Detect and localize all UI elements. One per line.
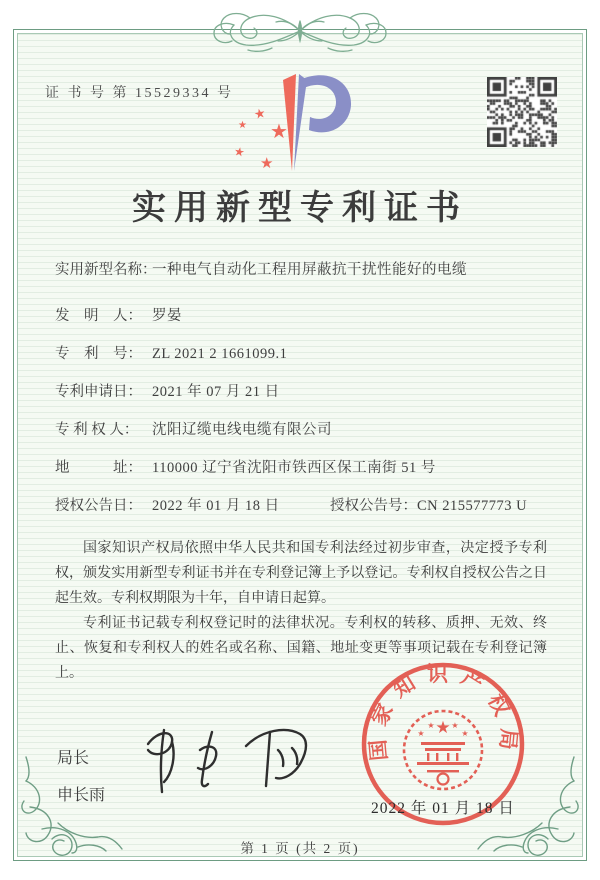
svg-text:★: ★	[260, 154, 274, 172]
field-label: 实用新型名称：	[55, 262, 157, 278]
svg-text:★: ★	[427, 721, 435, 730]
field-label: 发 明 人：	[55, 308, 142, 324]
seal-arc-text: 国家知识产权局	[364, 661, 522, 762]
officer-name: 申长雨	[57, 787, 106, 804]
legal-paragraph-1: 国家知识产权局依照中华人民共和国专利法经过初步审查，决定授予专利权，颁发实用新型专利证书并在专利登记簿上予以登记。专利权自授权公告之日起生效。专利权期限为十年，自申请日起算。	[55, 541, 547, 606]
field-label: 专 利 号：	[55, 346, 142, 362]
field-address	[55, 456, 436, 477]
field-label: 授权公告日：	[55, 498, 142, 514]
field-value: 2021 年 07 月 21 日	[152, 384, 280, 400]
field-patent-number	[55, 342, 287, 363]
qr-code-icon	[487, 77, 557, 147]
field-value: 罗晏	[152, 308, 182, 324]
field-label: 专 利 权 人：	[55, 422, 139, 438]
svg-text:★: ★	[461, 729, 469, 738]
field-patentee	[55, 418, 332, 439]
officer-title: 局长	[57, 750, 90, 767]
svg-text:★: ★	[417, 729, 425, 738]
field-value: 沈阳辽缆电线电缆有限公司	[152, 422, 332, 438]
field-label: 授权公告号：	[330, 498, 417, 514]
logo-p-bowl	[302, 75, 351, 132]
logo-stars	[233, 106, 288, 172]
field-value: 2022 年 01 月 18 日	[152, 498, 280, 514]
field-utility-model-name	[55, 258, 467, 279]
svg-text:★: ★	[232, 144, 246, 160]
page-footer: 第 1 页 (共 2 页)	[240, 841, 360, 856]
field-grant-number	[330, 494, 527, 515]
field-value: ZL 2021 2 1661099.1	[152, 346, 288, 362]
certificate-number: 证 书 号 第 15529334 号	[45, 86, 234, 101]
svg-text:★: ★	[238, 120, 247, 131]
field-value: 110000 辽宁省沈阳市铁西区保工南街 51 号	[152, 460, 436, 476]
field-label: 专利申请日：	[55, 384, 142, 400]
field-inventor	[55, 304, 182, 325]
field-value: 一种电气自动化工程用屏蔽抗干扰性能好的电缆	[152, 262, 467, 278]
director-signature-icon	[128, 716, 328, 808]
field-filing-date	[55, 380, 280, 401]
legal-paragraph-2: 专利证书记载专利权登记时的法律状况。专利权的转移、质押、无效、终止、恢复和专利权人的姓名或名称、国籍、地址变更等事项记载在专利登记簿上。	[55, 616, 547, 681]
logo-blue-wedge	[294, 74, 307, 171]
seal-date: 2022 年 01 月 18 日	[371, 800, 515, 817]
svg-text:★: ★	[270, 119, 288, 143]
cnipa-patent-logo-icon	[222, 72, 372, 176]
svg-text:★: ★	[252, 105, 268, 124]
national-emblem	[417, 718, 469, 785]
field-label: 地 址：	[55, 460, 142, 476]
svg-text:★: ★	[435, 718, 451, 738]
field-value: CN 215577773 U	[417, 498, 528, 514]
top-flourish-icon	[180, 4, 420, 58]
field-grant-date	[55, 494, 280, 515]
officer-block	[57, 745, 105, 805]
svg-text:★: ★	[451, 721, 459, 730]
certificate-title: 实用新型专利证书	[132, 190, 468, 227]
